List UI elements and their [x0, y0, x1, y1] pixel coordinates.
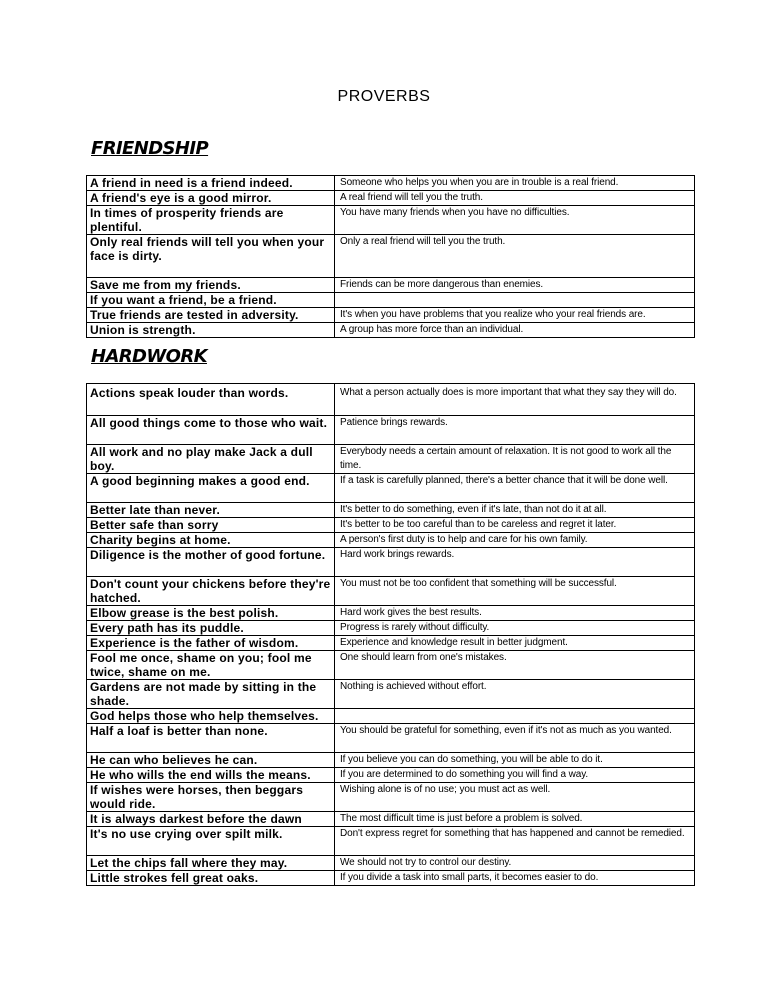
table-row	[87, 384, 695, 416]
proverb-cell: Don't count your chickens before they're hatched.	[87, 577, 335, 606]
meaning-cell: Hard work brings rewards.	[335, 548, 695, 577]
meaning-cell: If you believe you can do something, you will be able to do it.	[335, 753, 695, 768]
meaning-cell: One should learn from one's mistakes.	[335, 651, 695, 680]
proverb-cell: Diligence is the mother of good fortune.	[87, 548, 335, 577]
meaning-cell: We should not try to control our destiny.	[335, 856, 695, 871]
proverb-cell: He who wills the end wills the means.	[87, 768, 335, 783]
table-row	[87, 709, 695, 724]
table-row	[87, 533, 695, 548]
meaning-cell: A real friend will tell you the truth.	[335, 191, 695, 206]
table-row	[87, 871, 695, 886]
table-row	[87, 308, 695, 323]
table-row	[87, 812, 695, 827]
table-row	[87, 548, 695, 577]
meaning-cell: Patience brings rewards.	[335, 416, 695, 445]
meaning-cell: You should be grateful for something, even if it's not as much as you wanted.	[335, 724, 695, 753]
proverb-cell: All work and no play make Jack a dull boy.	[87, 445, 335, 474]
table-row	[87, 827, 695, 856]
proverb-cell: True friends are tested in adversity.	[87, 308, 335, 323]
page-title: PROVERBS	[337, 88, 431, 105]
table-row	[87, 856, 695, 871]
proverb-cell: If wishes were horses, then beggars would ride.	[87, 783, 335, 812]
proverb-cell: Every path has its puddle.	[87, 621, 335, 636]
proverb-cell: God helps those who help themselves.	[87, 709, 335, 724]
table-row	[87, 768, 695, 783]
proverb-cell: It is always darkest before the dawn	[87, 812, 335, 827]
proverb-cell: In times of prosperity friends are plentiful.	[87, 206, 335, 235]
proverb-cell: Elbow grease is the best polish.	[87, 606, 335, 621]
proverb-cell: Actions speak louder than words.	[87, 384, 335, 416]
table-row	[87, 445, 695, 474]
meaning-cell	[335, 293, 695, 308]
table-row	[87, 753, 695, 768]
meaning-cell	[335, 709, 695, 724]
friendship-heading: FRIENDSHIP	[91, 138, 209, 159]
meaning-cell: What a person actually does is more important that what they say they will do.	[335, 384, 695, 416]
meaning-cell: A group has more force than an individual.	[335, 323, 695, 338]
table-row	[87, 651, 695, 680]
meaning-cell: Wishing alone is of no use; you must act as well.	[335, 783, 695, 812]
table-row	[87, 278, 695, 293]
hardwork-heading: HARDWORK	[91, 346, 207, 367]
table-row	[87, 235, 695, 278]
proverb-cell: A good beginning makes a good end.	[87, 474, 335, 503]
table-row	[87, 724, 695, 753]
proverb-cell: Charity begins at home.	[87, 533, 335, 548]
proverb-cell: Gardens are not made by sitting in the shade.	[87, 680, 335, 709]
proverb-cell: If you want a friend, be a friend.	[87, 293, 335, 308]
meaning-cell: You have many friends when you have no difficulties.	[335, 206, 695, 235]
table-row	[87, 636, 695, 651]
meaning-cell: Don't express regret for something that has happened and cannot be remedied.	[335, 827, 695, 856]
proverb-cell: All good things come to those who wait.	[87, 416, 335, 445]
table-row	[87, 206, 695, 235]
table-row	[87, 621, 695, 636]
proverb-cell: Let the chips fall where they may.	[87, 856, 335, 871]
meaning-cell: If you are determined to do something you will find a way.	[335, 768, 695, 783]
proverb-cell: Union is strength.	[87, 323, 335, 338]
meaning-cell: Everybody needs a certain amount of relaxation. It is not good to work all the time.	[335, 445, 695, 474]
proverb-cell: It's no use crying over spilt milk.	[87, 827, 335, 856]
table-row	[87, 680, 695, 709]
table-row	[87, 191, 695, 206]
table-row	[87, 323, 695, 338]
table-row	[87, 176, 695, 191]
meaning-cell: It's better to do something, even if it's late, than not do it at all.	[335, 503, 695, 518]
table-row	[87, 503, 695, 518]
proverb-cell: Better late than never.	[87, 503, 335, 518]
meaning-cell: Progress is rarely without difficulty.	[335, 621, 695, 636]
table-row	[87, 577, 695, 606]
proverb-cell: Little strokes fell great oaks.	[87, 871, 335, 886]
table-row	[87, 416, 695, 445]
proverb-cell: Experience is the father of wisdom.	[87, 636, 335, 651]
meaning-cell: It's better to be too careful than to be careless and regret it later.	[335, 518, 695, 533]
proverb-cell: He can who believes he can.	[87, 753, 335, 768]
table-row	[87, 518, 695, 533]
meaning-cell: Hard work gives the best results.	[335, 606, 695, 621]
friendship-table	[86, 175, 695, 338]
hardwork-table	[86, 383, 695, 886]
proverb-cell: Fool me once, shame on you; fool me twice, shame on me.	[87, 651, 335, 680]
proverb-cell: A friend's eye is a good mirror.	[87, 191, 335, 206]
table-row	[87, 606, 695, 621]
proverb-cell: Better safe than sorry	[87, 518, 335, 533]
proverb-cell: Only real friends will tell you when your face is dirty.	[87, 235, 335, 278]
meaning-cell: Only a real friend will tell you the truth.	[335, 235, 695, 278]
proverb-cell: Half a loaf is better than none.	[87, 724, 335, 753]
table-row	[87, 293, 695, 308]
meaning-cell: Nothing is achieved without effort.	[335, 680, 695, 709]
proverb-cell: A friend in need is a friend indeed.	[87, 176, 335, 191]
meaning-cell: If you divide a task into small parts, it becomes easier to do.	[335, 871, 695, 886]
meaning-cell: If a task is carefully planned, there's a better chance that it will be done well.	[335, 474, 695, 503]
table-row	[87, 783, 695, 812]
meaning-cell: A person's first duty is to help and care for his own family.	[335, 533, 695, 548]
meaning-cell: Someone who helps you when you are in trouble is a real friend.	[335, 176, 695, 191]
proverb-cell: Save me from my friends.	[87, 278, 335, 293]
meaning-cell: It's when you have problems that you realize who your real friends are.	[335, 308, 695, 323]
meaning-cell: Friends can be more dangerous than enemies.	[335, 278, 695, 293]
meaning-cell: Experience and knowledge result in better judgment.	[335, 636, 695, 651]
meaning-cell: You must not be too confident that something will be successful.	[335, 577, 695, 606]
meaning-cell: The most difficult time is just before a problem is solved.	[335, 812, 695, 827]
table-row	[87, 474, 695, 503]
